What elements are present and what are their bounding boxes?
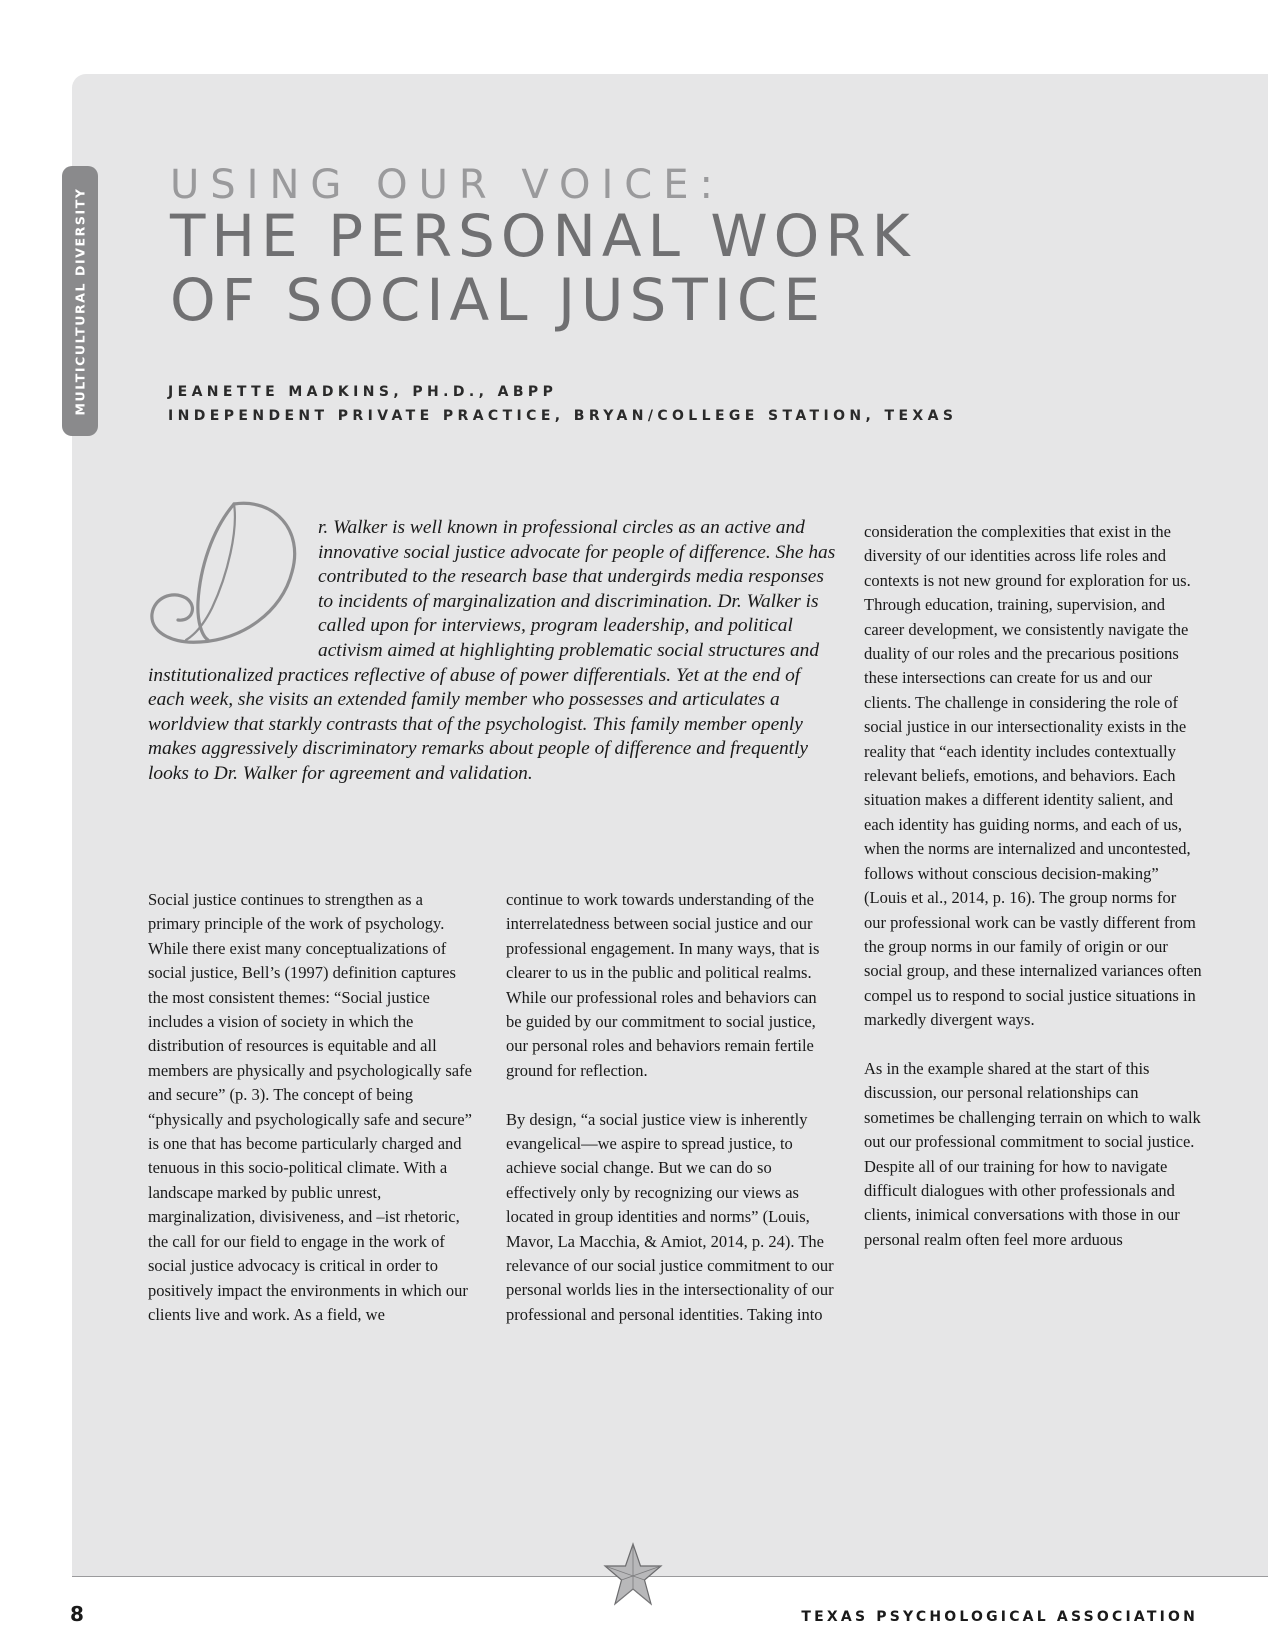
author-name: JEANETTE MADKINS, PH.D., ABPP — [168, 384, 558, 400]
article-title-line1: THE PERSONAL WORK — [170, 202, 916, 270]
column1-paragraph-1: Social justice continues to strengthen as a primary principle of the work of psychology. While there exist many conceptualizations of social justice, Bell’s (1997) definition captures the most consistent themes: “Social justice includes a vision of society in which the distribution of resources is equitable and all members are physically and psychologically safe and secure” (p. 3). The concept of being “physically and psychologically safe and secure” is one that has become particularly charged and tenuous in this socio-political climate. With a landscape marked by public unrest, marginalization, divisiveness, and –ist rhetoric, the call for our field to engage in the work of social justice advocacy is critical in order to positively impact the environments in which our clients live and work. As a field, we — [148, 890, 472, 1324]
article-kicker: USING OUR VOICE: — [170, 162, 724, 208]
drop-cap-space — [148, 516, 318, 639]
footer-organization: TEXAS PSYCHOLOGICAL ASSOCIATION — [801, 1609, 1198, 1625]
footer-rule — [72, 1576, 1268, 1577]
author-affiliation: INDEPENDENT PRIVATE PRACTICE, BRYAN/COLLEGE STATION, TEXAS — [168, 408, 958, 424]
column2-paragraph-2: By design, “a social justice view is inherently evangelical—we aspire to spread justice, to achieve social change. But we can do so effectively only by recognizing our views as located in group identities and norms” (Louis, Mavor, La Macchia, & Amiot, 2014, p. 24). The relevance of our social justice commitment to our personal worlds lies in the intersectionality of our professional and personal identities. Taking into — [506, 1109, 834, 1324]
column3-paragraph-2: As in the example shared at the start of this discussion, our personal relationships can sometimes be challenging terrain on which to walk out our professional commitment to social justice. Despite all of our training for how to navigate difficult dialogues with other professionals and clients, inimical conversations with those in our personal realm often feel more arduous — [864, 1058, 1201, 1249]
article-title-line2: OF SOCIAL JUSTICE — [170, 266, 827, 334]
body-column-3 — [864, 520, 1202, 1277]
section-tab-label: MULTICULTURAL DIVERSITY — [72, 186, 88, 416]
section-tab-label-wrap — [62, 166, 98, 436]
texas-star-icon — [603, 1542, 663, 1610]
column2-paragraph-1: continue to work towards understanding of the interrelatedness between social justice and our professional engagement. In many ways, that is clearer to us in the public and political realms. While our professional roles and behaviors can be guided by our commitment to social justice, our personal roles and behaviors remain fertile ground for reflection. — [506, 890, 820, 1080]
article-title — [170, 204, 916, 332]
body-column-2 — [506, 888, 836, 1352]
byline — [168, 380, 957, 428]
page-number: 8 — [70, 1602, 84, 1626]
lead-paragraph — [148, 516, 838, 787]
column3-paragraph-1: consideration the complexities that exist in the diversity of our identities across life roles and contexts is not new ground for exploration for us. Through education, training, supervision, and career development, we consistently navigate the duality of our roles and the precarious positions these intersections can create for us and our clients. The challenge in considering the role of social justice in our intersectionality exists in the reality that “each identity includes contextually relevant beliefs, emotions, and behaviors. Each situation makes a different identity salient, and each identity has guiding norms, and each of us, when the norms are internalized and uncontested, follows without conscious decision-making” (Louis et al., 2014, p. 16). The group norms for our professional work can be vastly different from the group norms in our family of origin or our social group, and these internalized variances often compel us to respond to social justice situations in markedly divergent ways. — [864, 522, 1202, 1030]
lead-paragraph-text: r. Walker is well known in professional circles as an active and innovative social justice advocate for people of difference. She has contributed to the research base that undergirds media responses to incidents of marginalization and discrimination. Dr. Walker is called upon for interviews, program leadership, and political activism aimed at highlighting problematic social structures and institutionalized practices reflective of abuse of power differentials. Yet at the end of each week, she visits an extended family member who possesses and articulates a worldview that starkly contrasts that of the psychologist. This family member openly makes aggressively discriminatory remarks about people of difference and frequently looks to Dr. Walker for agreement and validation. — [148, 517, 836, 784]
body-column-1 — [148, 888, 478, 1352]
